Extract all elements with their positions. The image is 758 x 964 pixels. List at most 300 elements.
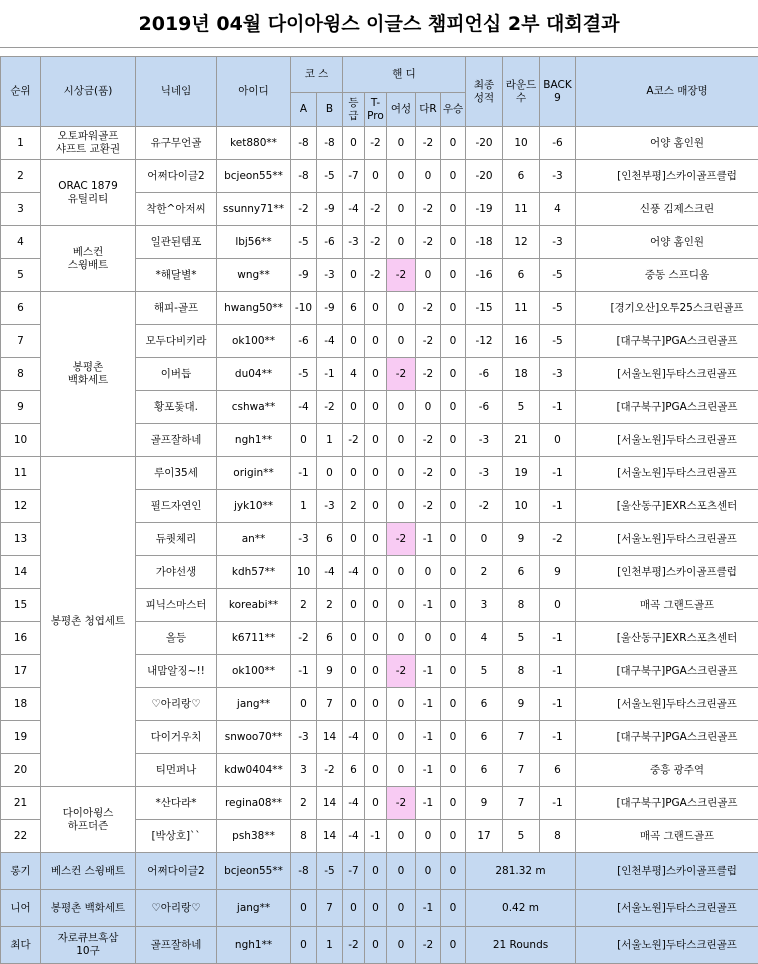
store-name-cell: 매곡 그랜드골프 (576, 589, 758, 622)
hcp-tpro-cell: 0 (365, 160, 387, 193)
hcp-dar-cell: -2 (416, 226, 441, 259)
course-b-cell: -4 (317, 325, 343, 358)
final-score-cell: 9 (466, 787, 503, 820)
header-nickname: 닉네임 (136, 57, 217, 127)
store-name-cell: [대구북구]PGA스크린골프 (576, 787, 758, 820)
rounds-cell: 7 (503, 721, 540, 754)
award-label-cell: 니어 (1, 890, 41, 927)
course-a-cell: -10 (291, 292, 317, 325)
hcp-female-cell: 0 (387, 622, 416, 655)
hcp-female-cell: 0 (387, 688, 416, 721)
user-id-cell: an** (217, 523, 291, 556)
final-score-cell: 6 (466, 688, 503, 721)
hcp-win-cell: 0 (441, 787, 466, 820)
course-b-cell: 1 (317, 927, 343, 964)
back9-cell: -1 (540, 655, 576, 688)
user-id-cell: psh38** (217, 820, 291, 853)
hcp-win-cell: 0 (441, 523, 466, 556)
prize-label: 베스컨 (41, 246, 135, 259)
user-id-cell: kdw0404** (217, 754, 291, 787)
hcp-dar-cell: 0 (416, 622, 441, 655)
hcp-win-cell: 0 (441, 556, 466, 589)
rank-cell: 12 (1, 490, 41, 523)
hcp-grade-cell: -4 (343, 820, 365, 853)
course-a-cell: -1 (291, 457, 317, 490)
rank-cell: 20 (1, 754, 41, 787)
prize-label: 샤프트 교환권 (41, 143, 135, 156)
course-a-cell: -3 (291, 523, 317, 556)
results-body (1, 127, 758, 964)
hcp-female-cell: -2 (387, 358, 416, 391)
user-id-cell: ok100** (217, 325, 291, 358)
user-id-cell: bcjeon55** (217, 160, 291, 193)
prize-label: 스윙배트 (41, 259, 135, 272)
hcp-grade-cell: 0 (343, 259, 365, 292)
hcp-win-cell: 0 (441, 820, 466, 853)
hcp-dar-cell: 0 (416, 556, 441, 589)
course-b-cell: -8 (317, 127, 343, 160)
hcp-win-cell: 0 (441, 490, 466, 523)
hcp-dar-cell: -2 (416, 325, 441, 358)
rank-cell: 21 (1, 787, 41, 820)
hcp-win-cell: 0 (441, 721, 466, 754)
results-table (0, 56, 758, 964)
user-id-cell: jang** (217, 688, 291, 721)
rank-cell: 10 (1, 424, 41, 457)
back9-cell: -1 (540, 787, 576, 820)
final-score-cell: -19 (466, 193, 503, 226)
prize-label: 오토파워골프 (41, 130, 135, 143)
hcp-grade-cell: 0 (343, 391, 365, 424)
course-a-cell: -8 (291, 160, 317, 193)
hcp-dar-cell: 0 (416, 160, 441, 193)
award-record-cell: 281.32 m (466, 853, 576, 890)
store-name-cell: 신풍 김제스크린 (576, 193, 758, 226)
hcp-win-cell: 0 (441, 424, 466, 457)
hcp-dar-cell: -1 (416, 589, 441, 622)
back9-cell: -1 (540, 688, 576, 721)
hcp-grade-cell: -4 (343, 787, 365, 820)
hcp-female-cell: 0 (387, 853, 416, 890)
hcp-tpro-cell: -2 (365, 259, 387, 292)
prize-cell (41, 226, 136, 292)
hcp-tpro-cell: 0 (365, 325, 387, 358)
hcp-tpro-cell: -2 (365, 127, 387, 160)
hcp-dar-cell: 0 (416, 820, 441, 853)
hcp-win-cell: 0 (441, 622, 466, 655)
back9-cell: -6 (540, 127, 576, 160)
rounds-cell: 12 (503, 226, 540, 259)
table-row (1, 127, 758, 160)
award-prize-cell (41, 927, 136, 964)
final-score-cell: -3 (466, 424, 503, 457)
course-a-cell: -5 (291, 358, 317, 391)
rounds-cell: 8 (503, 589, 540, 622)
nickname-cell: 어쩌다이글2 (136, 853, 217, 890)
course-a-cell: 1 (291, 490, 317, 523)
final-score-cell: 5 (466, 655, 503, 688)
user-id-cell: jang** (217, 890, 291, 927)
course-a-cell: -8 (291, 127, 317, 160)
rounds-cell: 5 (503, 820, 540, 853)
hcp-grade-cell: -7 (343, 853, 365, 890)
hcp-win-cell: 0 (441, 193, 466, 226)
course-a-cell: 2 (291, 787, 317, 820)
back9-cell: 9 (540, 556, 576, 589)
course-a-cell: -2 (291, 622, 317, 655)
rank-cell: 11 (1, 457, 41, 490)
hcp-female-cell: 0 (387, 754, 416, 787)
hcp-tpro-cell: 0 (365, 688, 387, 721)
course-b-cell: 14 (317, 721, 343, 754)
hcp-win-cell: 0 (441, 391, 466, 424)
nickname-cell: 어쩌다이글2 (136, 160, 217, 193)
prize-label: ORAC 1879 (41, 180, 135, 193)
hcp-grade-cell: 0 (343, 890, 365, 927)
back9-cell: 4 (540, 193, 576, 226)
nickname-cell: 다이거우치 (136, 721, 217, 754)
header-id: 아이디 (217, 57, 291, 127)
hcp-grade-cell: 4 (343, 358, 365, 391)
nickname-cell: [박상호]`` (136, 820, 217, 853)
nickname-cell: 해피-골프 (136, 292, 217, 325)
hcp-dar-cell: -1 (416, 688, 441, 721)
final-score-cell: -6 (466, 391, 503, 424)
course-a-cell: -8 (291, 853, 317, 890)
hcp-dar-cell: -1 (416, 523, 441, 556)
final-score-cell: -18 (466, 226, 503, 259)
prize-label: 유틸리티 (41, 193, 135, 206)
final-score-cell: -20 (466, 127, 503, 160)
course-b-cell: -4 (317, 556, 343, 589)
course-a-cell: 0 (291, 890, 317, 927)
hcp-female-cell: -2 (387, 523, 416, 556)
header-final: 최종 성적 (466, 57, 503, 127)
final-score-cell: 3 (466, 589, 503, 622)
course-a-cell: 8 (291, 820, 317, 853)
header-store: A코스 매장명 (576, 57, 758, 127)
header-hcp-grade: 등 급 (343, 93, 365, 127)
hcp-tpro-cell: -1 (365, 820, 387, 853)
store-name-cell: 어양 홈인원 (576, 127, 758, 160)
back9-cell: -3 (540, 226, 576, 259)
user-id-cell: kdh57** (217, 556, 291, 589)
rounds-cell: 16 (503, 325, 540, 358)
hcp-win-cell: 0 (441, 226, 466, 259)
nickname-cell: 올등 (136, 622, 217, 655)
hcp-dar-cell: 0 (416, 853, 441, 890)
course-b-cell: 2 (317, 589, 343, 622)
award-prize-cell: 봉평촌 백화세트 (41, 890, 136, 927)
hcp-win-cell: 0 (441, 292, 466, 325)
store-name-cell: [인천부평]스카이골프클럽 (576, 853, 758, 890)
store-name-cell: [서울노원]두타스크린골프 (576, 457, 758, 490)
back9-cell: -3 (540, 358, 576, 391)
final-score-cell: 6 (466, 754, 503, 787)
hcp-tpro-cell: 0 (365, 853, 387, 890)
hcp-female-cell: 0 (387, 127, 416, 160)
prize-cell (41, 292, 136, 457)
rank-cell: 14 (1, 556, 41, 589)
course-b-cell: -3 (317, 490, 343, 523)
final-score-cell: -20 (466, 160, 503, 193)
user-id-cell: ok100** (217, 655, 291, 688)
course-b-cell: -2 (317, 391, 343, 424)
hcp-dar-cell: -2 (416, 424, 441, 457)
hcp-female-cell: -2 (387, 655, 416, 688)
hcp-female-cell: -2 (387, 787, 416, 820)
hcp-female-cell: 0 (387, 589, 416, 622)
course-a-cell: -2 (291, 193, 317, 226)
course-a-cell: 3 (291, 754, 317, 787)
rounds-cell: 6 (503, 160, 540, 193)
nickname-cell: ♡아리랑♡ (136, 688, 217, 721)
hcp-tpro-cell: -2 (365, 226, 387, 259)
course-a-cell: -4 (291, 391, 317, 424)
award-label-cell: 롱기 (1, 853, 41, 890)
back9-cell: 0 (540, 589, 576, 622)
final-score-cell: 17 (466, 820, 503, 853)
hcp-win-cell: 0 (441, 358, 466, 391)
award-label-cell: 최다 (1, 927, 41, 964)
hcp-win-cell: 0 (441, 127, 466, 160)
hcp-female-cell: 0 (387, 556, 416, 589)
store-name-cell: 매곡 그랜드골프 (576, 820, 758, 853)
course-b-cell: -9 (317, 193, 343, 226)
back9-cell: -2 (540, 523, 576, 556)
header-course: 코 스 (291, 57, 343, 93)
hcp-dar-cell: -1 (416, 655, 441, 688)
final-score-cell: 2 (466, 556, 503, 589)
hcp-grade-cell: 0 (343, 325, 365, 358)
rank-cell: 13 (1, 523, 41, 556)
rank-cell: 19 (1, 721, 41, 754)
hcp-female-cell: 0 (387, 391, 416, 424)
hcp-female-cell: 0 (387, 424, 416, 457)
hcp-female-cell: 0 (387, 927, 416, 964)
course-b-cell: -9 (317, 292, 343, 325)
table-row (1, 292, 758, 325)
back9-cell: 6 (540, 754, 576, 787)
final-score-cell: 4 (466, 622, 503, 655)
back9-cell: -5 (540, 292, 576, 325)
hcp-win-cell: 0 (441, 325, 466, 358)
hcp-dar-cell: -1 (416, 721, 441, 754)
store-name-cell: [서울노원]두타스크린골프 (576, 358, 758, 391)
hcp-win-cell: 0 (441, 259, 466, 292)
course-b-cell: 6 (317, 622, 343, 655)
course-a-cell: 0 (291, 688, 317, 721)
prize-cell (41, 127, 136, 160)
hcp-dar-cell: -2 (416, 292, 441, 325)
hcp-female-cell: 0 (387, 325, 416, 358)
back9-cell: -1 (540, 490, 576, 523)
final-score-cell: -6 (466, 358, 503, 391)
hcp-dar-cell: -2 (416, 490, 441, 523)
user-id-cell: koreabi** (217, 589, 291, 622)
hcp-tpro-cell: 0 (365, 721, 387, 754)
hcp-tpro-cell: -2 (365, 193, 387, 226)
nickname-cell: 일관된템포 (136, 226, 217, 259)
hcp-grade-cell: 0 (343, 688, 365, 721)
rank-cell: 16 (1, 622, 41, 655)
hcp-female-cell: 0 (387, 193, 416, 226)
hcp-grade-cell: -4 (343, 193, 365, 226)
course-b-cell: -2 (317, 754, 343, 787)
prize-label: 하프더즌 (41, 820, 135, 833)
user-id-cell: bcjeon55** (217, 853, 291, 890)
nickname-cell: 착한^아저씨 (136, 193, 217, 226)
hcp-tpro-cell: 0 (365, 655, 387, 688)
rank-cell: 4 (1, 226, 41, 259)
hcp-grade-cell: 0 (343, 622, 365, 655)
back9-cell: -3 (540, 160, 576, 193)
hcp-grade-cell: -4 (343, 556, 365, 589)
hcp-tpro-cell: 0 (365, 589, 387, 622)
store-name-cell: 중흥 광주역 (576, 754, 758, 787)
store-name-cell: [대구북구]PGA스크린골프 (576, 325, 758, 358)
final-score-cell: 0 (466, 523, 503, 556)
course-a-cell: 0 (291, 927, 317, 964)
special-award-row (1, 853, 758, 890)
header-hcp-dar: 다R (416, 93, 441, 127)
rank-cell: 5 (1, 259, 41, 292)
course-b-cell: 9 (317, 655, 343, 688)
rank-cell: 18 (1, 688, 41, 721)
user-id-cell: cshwa** (217, 391, 291, 424)
back9-cell: -1 (540, 721, 576, 754)
special-award-row (1, 927, 758, 964)
store-name-cell: [경기오산]오투25스크린골프 (576, 292, 758, 325)
final-score-cell: 6 (466, 721, 503, 754)
hcp-tpro-cell: 0 (365, 523, 387, 556)
user-id-cell: ssunny71** (217, 193, 291, 226)
hcp-grade-cell: 0 (343, 457, 365, 490)
nickname-cell: 모두다비키라 (136, 325, 217, 358)
prize-label: 자로큐브흑삼 (41, 932, 135, 945)
header-rounds: 라운드 수 (503, 57, 540, 127)
course-a-cell: 0 (291, 424, 317, 457)
final-score-cell: -12 (466, 325, 503, 358)
prize-cell (41, 457, 136, 787)
nickname-cell: 루이35세 (136, 457, 217, 490)
hcp-grade-cell: 0 (343, 127, 365, 160)
rank-cell: 3 (1, 193, 41, 226)
table-row (1, 226, 758, 259)
course-a-cell: -1 (291, 655, 317, 688)
user-id-cell: snwoo70** (217, 721, 291, 754)
hcp-dar-cell: -2 (416, 927, 441, 964)
rank-cell: 17 (1, 655, 41, 688)
hcp-grade-cell: -7 (343, 160, 365, 193)
user-id-cell: ngh1** (217, 927, 291, 964)
hcp-dar-cell: 0 (416, 259, 441, 292)
rounds-cell: 9 (503, 523, 540, 556)
hcp-tpro-cell: 0 (365, 556, 387, 589)
hcp-win-cell: 0 (441, 655, 466, 688)
back9-cell: 8 (540, 820, 576, 853)
course-a-cell: -9 (291, 259, 317, 292)
rounds-cell: 8 (503, 655, 540, 688)
store-name-cell: [서울노원]두타스크린골프 (576, 688, 758, 721)
hcp-grade-cell: -3 (343, 226, 365, 259)
course-b-cell: 7 (317, 688, 343, 721)
course-a-cell: 10 (291, 556, 317, 589)
store-name-cell: 중동 스프디움 (576, 259, 758, 292)
award-prize-cell: 베스컨 스윙배트 (41, 853, 136, 890)
hcp-dar-cell: -1 (416, 787, 441, 820)
hcp-female-cell: 0 (387, 457, 416, 490)
rank-cell: 9 (1, 391, 41, 424)
user-id-cell: lbj56** (217, 226, 291, 259)
hcp-female-cell: 0 (387, 890, 416, 927)
user-id-cell: hwang50** (217, 292, 291, 325)
header-back9: BACK 9 (540, 57, 576, 127)
hcp-female-cell: 0 (387, 721, 416, 754)
rank-cell: 2 (1, 160, 41, 193)
hcp-grade-cell: 6 (343, 292, 365, 325)
rounds-cell: 19 (503, 457, 540, 490)
prize-cell (41, 160, 136, 226)
course-a-cell: -6 (291, 325, 317, 358)
course-a-cell: -5 (291, 226, 317, 259)
hcp-grade-cell: 2 (343, 490, 365, 523)
hcp-tpro-cell: 0 (365, 890, 387, 927)
hcp-grade-cell: 0 (343, 589, 365, 622)
course-b-cell: 6 (317, 523, 343, 556)
user-id-cell: regina08** (217, 787, 291, 820)
back9-cell: -1 (540, 391, 576, 424)
award-record-cell: 0.42 m (466, 890, 576, 927)
rounds-cell: 6 (503, 556, 540, 589)
back9-cell: 0 (540, 424, 576, 457)
nickname-cell: 듀퀏체리 (136, 523, 217, 556)
course-b-cell: 1 (317, 424, 343, 457)
rank-cell: 8 (1, 358, 41, 391)
course-b-cell: -1 (317, 358, 343, 391)
header-hcp-tpro: T- Pro (365, 93, 387, 127)
prize-label: 봉평촌 청엽세트 (41, 615, 135, 628)
course-a-cell: -3 (291, 721, 317, 754)
hcp-grade-cell: 0 (343, 523, 365, 556)
store-name-cell: [서울노원]두타스크린골프 (576, 927, 758, 964)
nickname-cell: 이버듭 (136, 358, 217, 391)
hcp-tpro-cell: 0 (365, 391, 387, 424)
back9-cell: -1 (540, 457, 576, 490)
hcp-dar-cell: -2 (416, 127, 441, 160)
hcp-dar-cell: -1 (416, 754, 441, 787)
rank-cell: 1 (1, 127, 41, 160)
nickname-cell: 골프잘하네 (136, 927, 217, 964)
rank-cell: 7 (1, 325, 41, 358)
hcp-win-cell: 0 (441, 457, 466, 490)
header-course-b: B (317, 93, 343, 127)
final-score-cell: -16 (466, 259, 503, 292)
rounds-cell: 10 (503, 490, 540, 523)
final-score-cell: -2 (466, 490, 503, 523)
hcp-win-cell: 0 (441, 589, 466, 622)
hcp-win-cell: 0 (441, 688, 466, 721)
rounds-cell: 5 (503, 622, 540, 655)
store-name-cell: 어양 홈인원 (576, 226, 758, 259)
prize-label: 백화세트 (41, 374, 135, 387)
page-title: 2019년 04월 다이아윙스 이글스 챔피언십 2부 대회결과 (0, 0, 758, 48)
store-name-cell: [대구북구]PGA스크린골프 (576, 655, 758, 688)
hcp-tpro-cell: 0 (365, 622, 387, 655)
rank-cell: 15 (1, 589, 41, 622)
user-id-cell: jyk10** (217, 490, 291, 523)
course-b-cell: 14 (317, 820, 343, 853)
